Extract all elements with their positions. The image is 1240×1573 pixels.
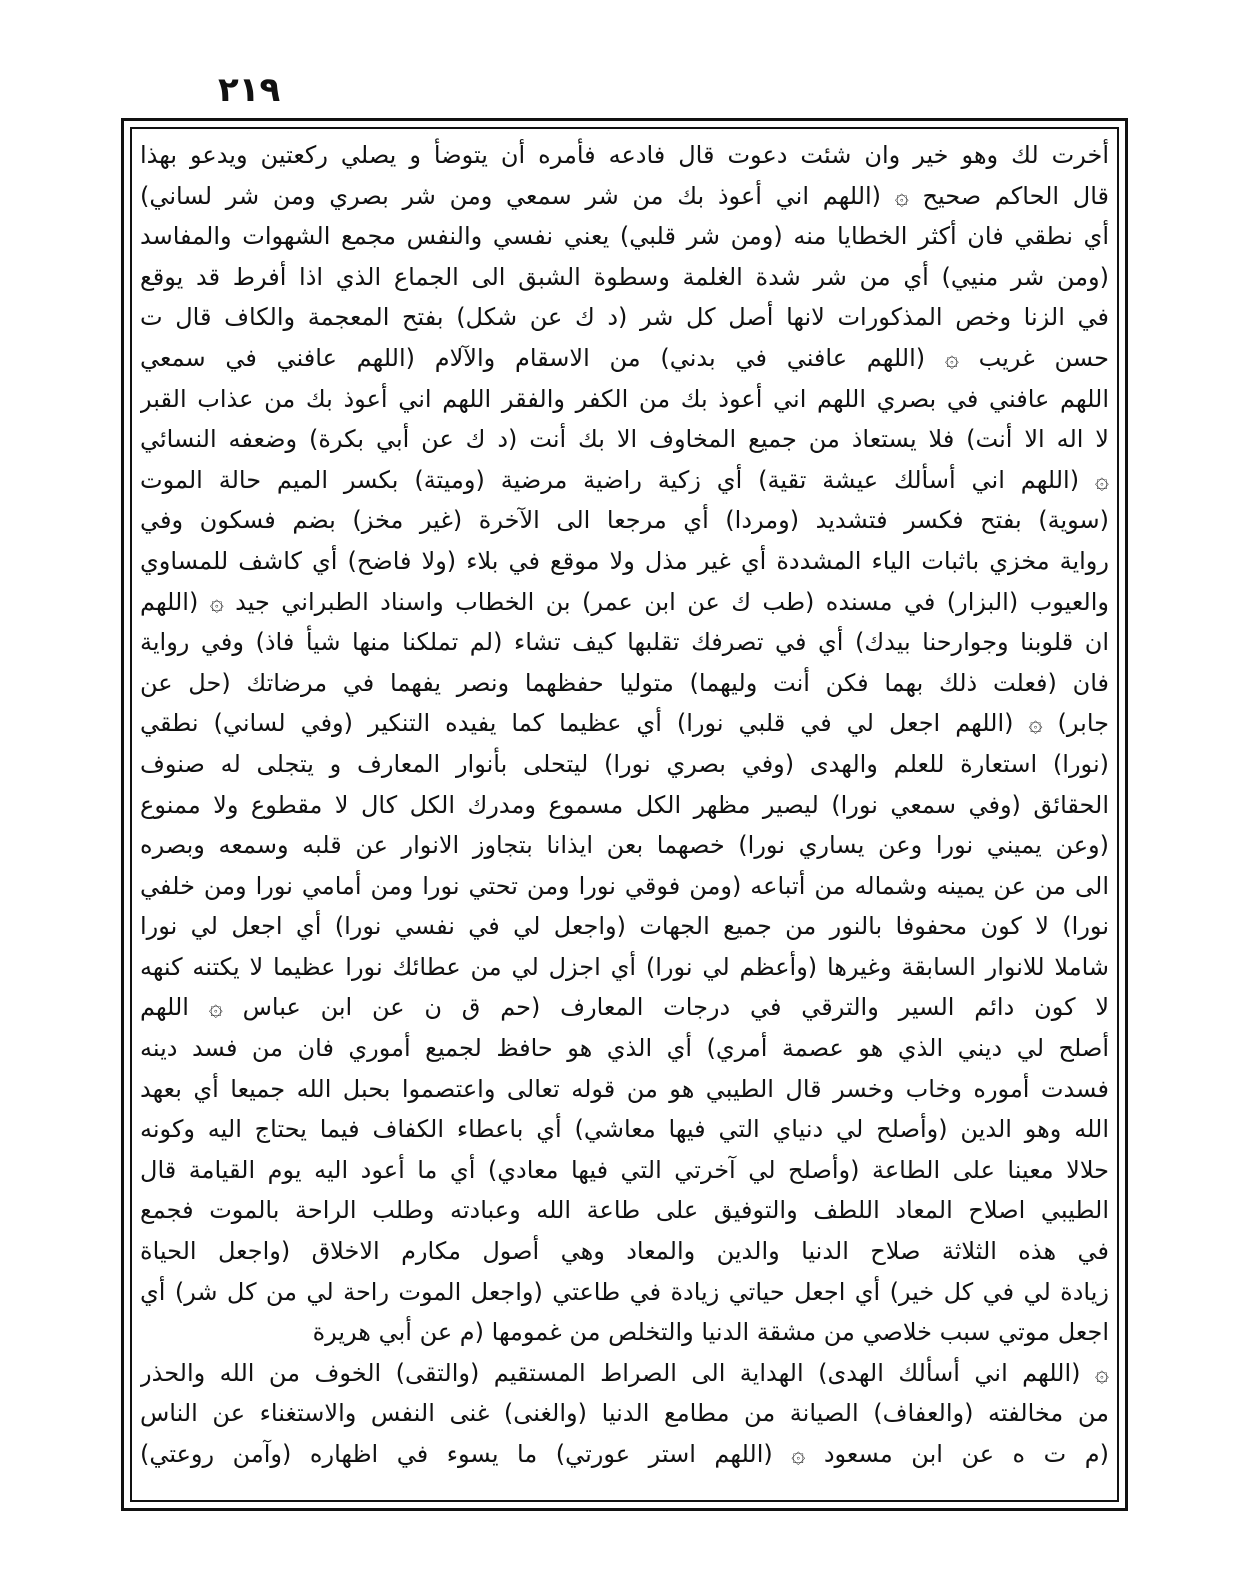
- text-line: الحقائق (وفي سمعي نورا) ليصير مظهر الكل مسموع ومدرك الكل كال لا مقطوع ولا ممنوع: [140, 790, 1109, 819]
- text-line: رواية مخزي باثبات الياء المشددة أي غير مذل ولا موقع في بلاء (ولا فاضح) أي كاشف للمساوي: [140, 546, 1109, 575]
- text-line: في هذه الثلاثة صلاح الدنيا والدين والمعاد وهي أصول مكارم الاخلاق (واجعل الحياة: [140, 1237, 1109, 1266]
- text-line: (م ت ه عن ابن مسعود ۞ (اللهم استر عورتي) ما يسوء في اظهاره (وآمن روعتي): [140, 1440, 1109, 1468]
- text-line: الله وهو الدين (وأصلح لي دنياي التي فيها معاشي) أي باعطاء الكفاف فيما يحتاج اليه وكونه: [140, 1115, 1109, 1144]
- commentary-text: [140, 135, 1109, 1498]
- text-line: أي نطقي فان أكثر الخطايا منه (ومن شر قلبي) يعني نفسي والنفس مجمع الشهوات والمفاسد: [140, 222, 1109, 251]
- text-line: لا كون دائم السير والترقي في درجات المعارف (حم ق ن عن ابن عباس ۞ اللهم: [140, 993, 1109, 1022]
- text-line: (سوية) بفتح فكسر فتشديد (ومردا) أي مرجعا الى الآخرة (غير مخز) بضم فسكون وفي: [140, 506, 1109, 535]
- text-line: أخرت لك وهو خير وان شئت دعوت قال فادعه فأمره أن يتوضأ و يصلي ركعتين ويدعو بهذا: [140, 141, 1109, 169]
- text-line: حلالا معينا على الطاعة (وأصلح لي آخرتي التي فيها معادي) أي ما أعود اليه يوم القيامة قال: [140, 1155, 1109, 1184]
- text-line: ان قلوبنا وجوارحنا بيدك) أي في تصرفك تقلبها كيف تشاء (لم تملكنا منها شيأ فاذ) وفي رواية: [140, 628, 1109, 657]
- text-line: ۞ (اللهم اني أسألك عيشة تقية) أي زكية راضية مرضية (وميتة) بكسر الميم حالة الموت: [140, 465, 1109, 494]
- text-line: قال الحاكم صحيح ۞ (اللهم اني أعوذ بك من شر سمعي ومن شر بصري ومن شر لساني): [140, 181, 1109, 210]
- text-line: من مخالفته (والعفاف) الصيانة من مطامع الدنيا (والغنى) غنى النفس والاستغناء عن الناس: [140, 1399, 1109, 1428]
- text-line: في الزنا وخص المذكورات لانها أصل كل شر (د ك عن شكل) بفتح المعجمة والكاف قال ت: [140, 303, 1109, 332]
- text-line: زيادة لي في كل خير) أي اجعل حياتي زيادة في طاعتي (واجعل الموت راحة لي من كل شر) أي: [140, 1277, 1109, 1306]
- text-line: لا اله الا أنت) فلا يستعاذ من جميع المخاوف الا بك أنت (د ك عن أبي بكرة) وضعفه النسائي: [140, 425, 1109, 454]
- text-line: شاملا للانوار السابقة وغيرها (وأعظم لي نورا) أي اجزل لي من عطائك نورا عظيما لا يكتنه كنهه: [140, 952, 1109, 981]
- text-line: الطيبي اصلاح المعاد اللطف والتوفيق على طاعة الله وعبادته وطلب الراحة بالموت فجمع: [140, 1196, 1109, 1225]
- text-line: حسن غريب ۞ (اللهم عافني في بدني) من الاسقام والآلام (اللهم عافني في سمعي: [140, 343, 1109, 372]
- text-line: والعيوب (البزار) في مسنده (طب ك عن ابن عمر) بن الخطاب واسناد الطبراني جيد ۞ (اللهم: [140, 587, 1109, 616]
- text-line: اجعل موتي سبب خلاصي من مشقة الدنيا والتخلص من غمومها (م عن أبي هريرة: [312, 1318, 1109, 1347]
- page-frame: [121, 118, 1128, 1511]
- text-line: (وعن يميني نورا وعن يساري نورا) خصهما بعن ايذانا بتجاوز الانوار عن قلبه وسمعه وبصره: [140, 831, 1109, 860]
- text-line: الى من عن يمينه وشماله من أتباعه (ومن فوقي نورا ومن تحتي نورا ومن أمامي نورا ومن خلفي: [140, 871, 1109, 900]
- text-line: (ومن شر منيي) أي من شر شدة الغلمة وسطوة الشبق الى الجماع الذي اذا أفرط قد يوقع: [140, 262, 1109, 291]
- text-line: (نورا) استعارة للعلم والهدى (وفي بصري نورا) ليتحلى بأنوار المعارف و يتجلى له صنوف: [140, 749, 1109, 778]
- text-line: نورا) لا كون محفوفا بالنور من جميع الجهات (واجعل لي في نفسي نورا) أي اجعل لي نورا: [140, 912, 1109, 941]
- text-line: جابر) ۞ (اللهم اجعل لي في قلبي نورا) أي عظيما كما يفيده التنكير (وفي لساني) نطقي: [140, 709, 1109, 738]
- text-line: أصلح لي ديني الذي هو عصمة أمري) أي الذي هو حافظ لجميع أموري فان من فسد دينه: [140, 1034, 1109, 1063]
- text-line: ۞ (اللهم اني أسألك الهدى) الهداية الى الصراط المستقيم (والتقى) الخوف من الله والحذر: [140, 1358, 1109, 1387]
- page-number: ٢١٩: [218, 70, 281, 110]
- text-line: فسدت أموره وخاب وخسر قال الطيبي هو من قوله تعالى واعتصموا بحبل الله جميعا أي بعهد: [140, 1074, 1109, 1103]
- text-line: اللهم عافني في بصري اللهم اني أعوذ بك من الكفر والفقر اللهم اني أعوذ بك من عذاب القبر: [140, 384, 1109, 413]
- text-line: فان (فعلت ذلك بهما فكن أنت وليهما) متوليا حفظهما ونصر يفهما في مرضاتك (حل عن: [140, 668, 1109, 697]
